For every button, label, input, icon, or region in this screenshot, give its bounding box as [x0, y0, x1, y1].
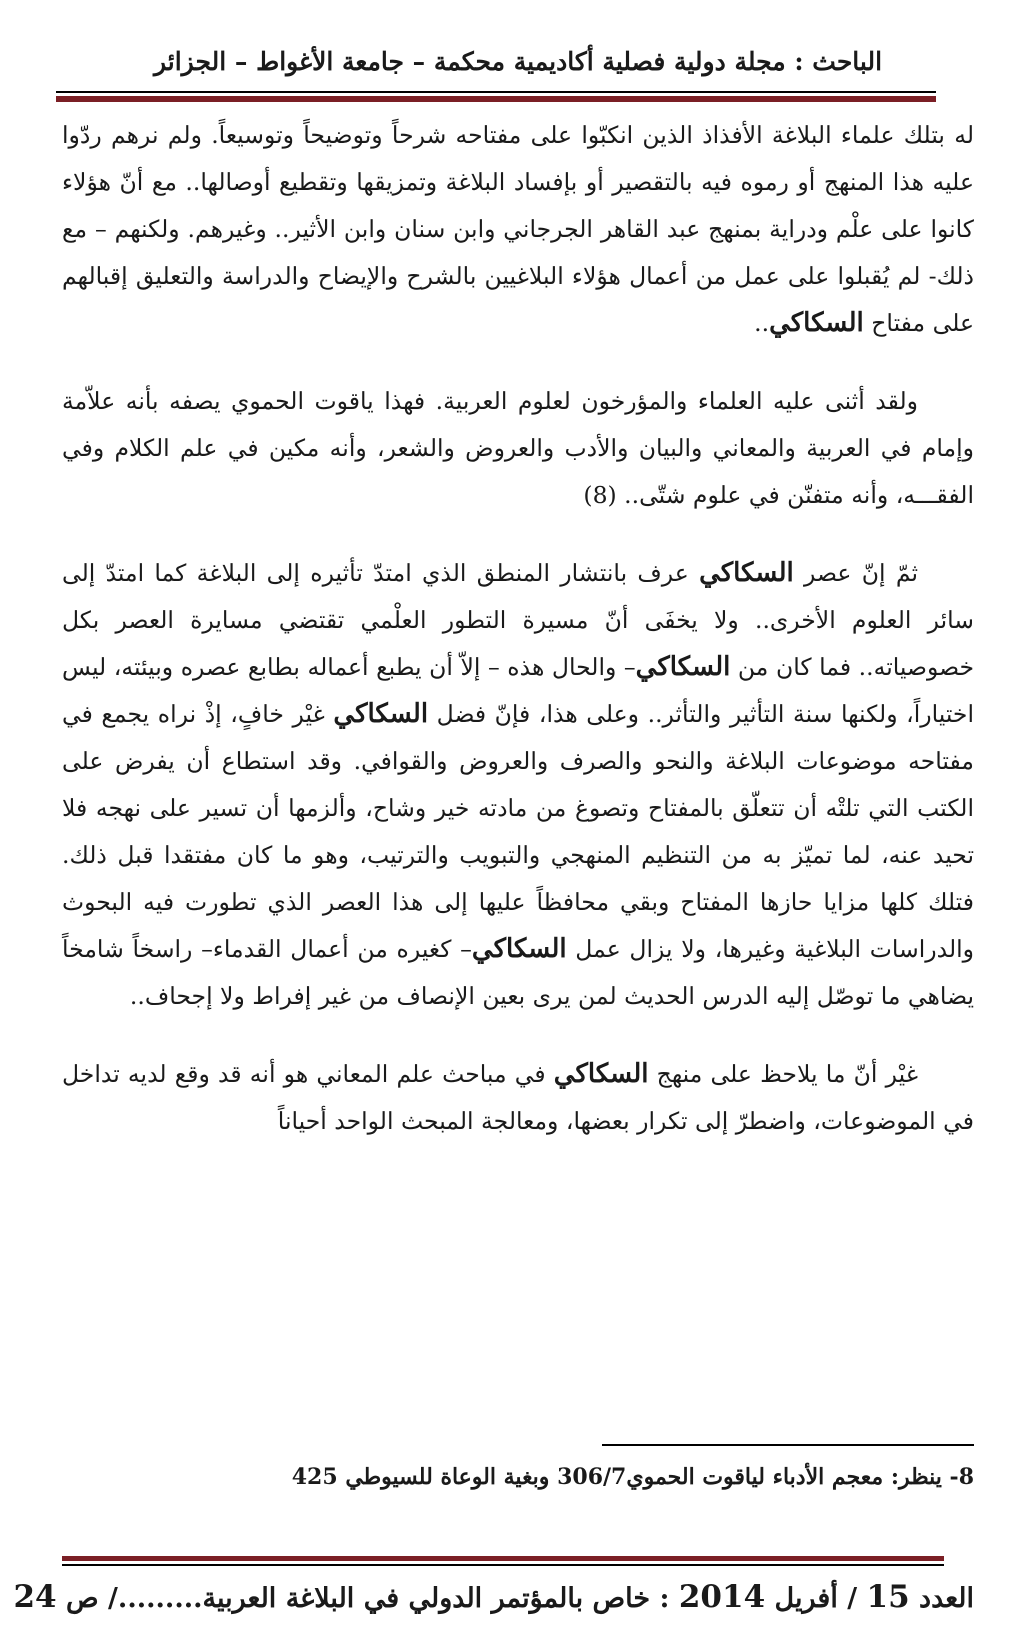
issue-number: 15: [866, 1579, 910, 1615]
footnote-separator: [602, 1444, 974, 1446]
page-footer: العدد 15 / أفريل 2014 : خاص بالمؤتمر الدولي في البلاغة العربية........./ ص 24: [13, 1579, 974, 1615]
header-rule-top: [56, 91, 936, 93]
author-name-bold: السكاكي: [635, 652, 731, 682]
author-name-bold: السكاكي: [769, 308, 864, 338]
page-label: ص: [66, 1583, 99, 1614]
issue-year: 2014: [678, 1579, 766, 1615]
journal-header: الباحث : مجلة دولية فصلية أكاديمية محكمة – جامعة الأغواط – الجزائر: [153, 47, 883, 76]
author-name-bold: السكاكي: [699, 558, 794, 588]
paragraph-4: غيْر أنّ ما يلاحظ على منهج السكاكي في مباحث علم المعاني هو أنه قد وقع لديه تداخل في الموضوعات، واضطرّ إلى تكرار بعضها، ومعالجة المبحث الواحد أحياناً: [62, 1059, 974, 1135]
paragraph-3: ثمّ إنّ عصر السكاكي عرف بانتشار المنطق الذي امتدّ تأثيره إلى البلاغة كما امتدّ إلى سائر العلوم الأخرى.. ولا يخفَى أنّ مسيرة التطور العلْمي تقتضي مسايرة العصر بكل خصوصياته.. فما كان من السكاكي– والحال هذه – إلاّ أن يطبع أعماله بطابع عصره وبيئته، ليس اختياراً، ولكنها سنة التأثير والتأثر.. وعلى هذا، فإنّ فضل السكاكي غيْر خافٍ، إذْ نراه يجمع في مفتاحه موضوعات البلاغة والنحو والصرف والعروض والقوافي. وقد استطاع أن يفرض على الكتب التي تلتْه أن تتعلّق بالمفتاح وتصوغ من مادته خير وشاح، وألزمها أن تسير على نهجه فلا تحيد عنه، لما تميّز به من التنظيم المنهجي والتبويب والترتيب، وهو ما كان مفتقدا قبل ذلك. فتلك كلها مزايا حازها المفتاح وبقي محافظاً عليها إلى هذا العصر الذي تطورت فيه البحوث والدراسات البلاغية وغيرها، ولا يزال عمل السكاكي– كغيره من أعمال القدماء– راسخاً شامخاً يضاهي ما توصّل إليه الدرس الحديث لمن يرى بعين الإنصاف من غير إفراط ولا إجحاف..: [62, 558, 975, 1010]
page-number: 24: [13, 1579, 57, 1615]
author-name-bold: السكاكي: [471, 934, 567, 964]
footnote-8: 8- ينظر: معجم الأدباء لياقوت الحموي306/7 وبغية الوعاة للسيوطي 425: [291, 1464, 974, 1490]
footer-rule-bottom: [62, 1564, 944, 1566]
issue-month: أفريل: [774, 1583, 838, 1614]
issue-description: : خاص بالمؤتمر الدولي في البلاغة العربية.........: [117, 1583, 679, 1614]
issue-label: العدد: [919, 1583, 974, 1614]
paragraph-2: ولقد أثنى عليه العلماء والمؤرخون لعلوم العربية. فهذا ياقوت الحموي يصفه بأنه علاّمة وإمام في العربية والمعاني والبيان والأدب والعروض والشعر، وأنه مكين في علم الكلام وفي الفقـــه، وأنه متفنّن في علوم شتّى.. (8): [62, 387, 974, 509]
author-name-bold: السكاكي: [333, 699, 429, 729]
paragraph-1: له بتلك علماء البلاغة الأفذاذ الذين انكبّوا على مفتاحه شرحاً وتوضيحاً وتوسيعاً. ولم نرهم ردّوا عليه هذا المنهج أو رموه فيه بالتقصير أو بإفساد البلاغة وتمزيقها وتقطيع أوصالها.. مع أنّ هؤلاء كانوا على علْم ودراية بمنهج عبد القاهر الجرجاني وابن سنان وابن الأثير.. وغيرهم. ولكنهم – مع ذلك- لم يُقبلوا على عمل من أعمال هؤلاء البلاغيين بالشرح والإيضاح والدراسة والتعليق إقبالهم على مفتاح السكاكي..: [62, 121, 974, 338]
author-name-bold: السكاكي: [553, 1059, 649, 1089]
header-rule-bottom: [56, 96, 936, 102]
footer-rule-top: [62, 1556, 944, 1561]
article-body: [62, 112, 974, 1145]
